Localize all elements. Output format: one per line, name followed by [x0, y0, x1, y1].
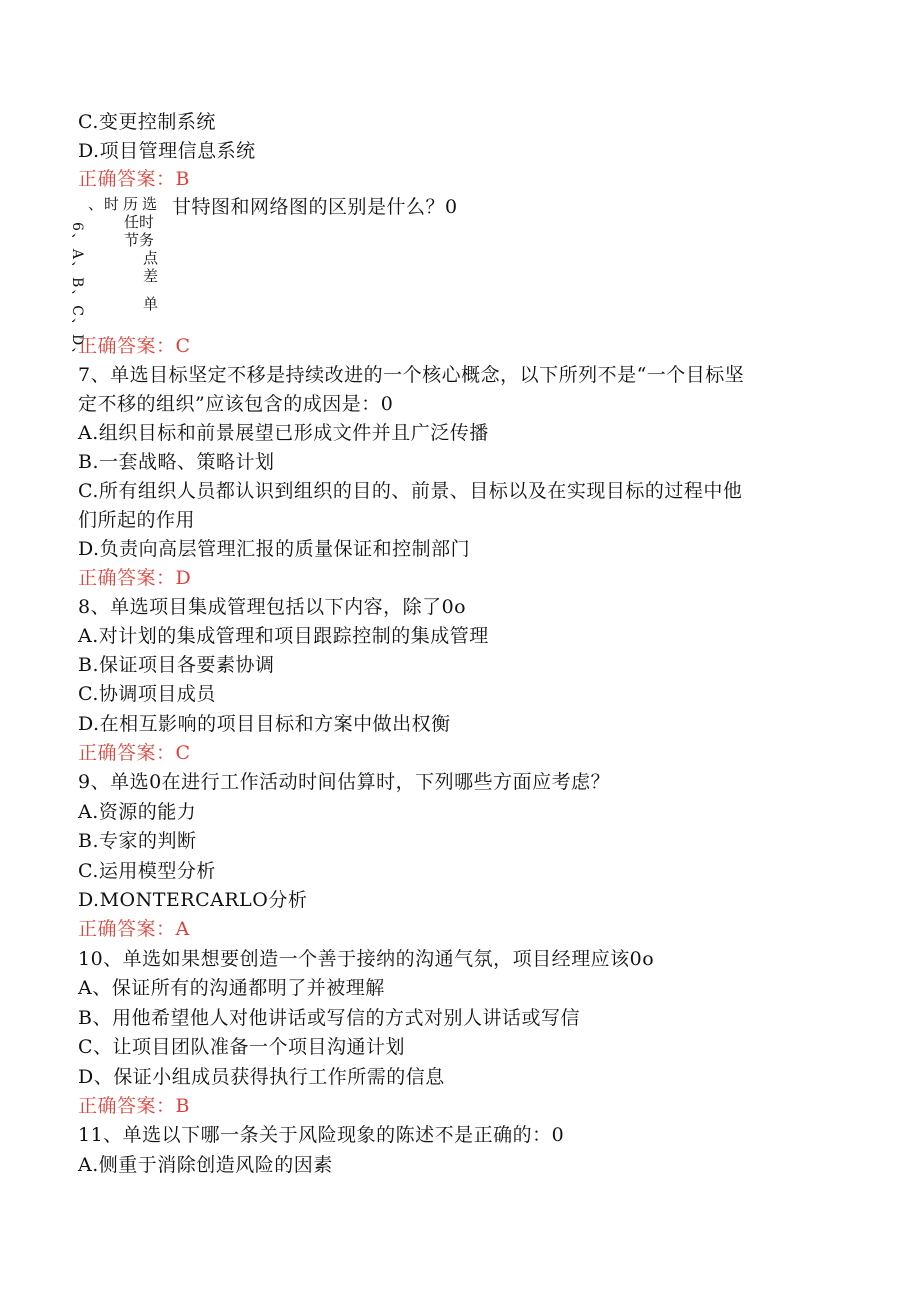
question-7-option-b: B.一套战略、策略计划: [78, 451, 275, 473]
question-10-option-b: B、用他希望他人对他讲话或写信的方式对别人讲话或写信: [78, 1007, 580, 1029]
question-10: 10、单选如果想要创造一个善于接纳的沟通气氛，项目经理应该0o: [78, 948, 655, 970]
q6-fragment: 任时: [124, 213, 155, 231]
q6-fragment: 点: [143, 249, 159, 267]
q6-fragment: 节务: [124, 231, 155, 249]
question-10-option-c: C、让项目团队准备一个项目沟通计划: [78, 1036, 406, 1058]
answer-q7: 正确答案：D: [78, 567, 192, 589]
question-7-line1: 7、单选目标坚定不移是持续改进的一个核心概念，以下所列不是“一个目标坚: [78, 364, 745, 386]
q6-rotated-options: 6、A、B、C、D、: [69, 222, 85, 364]
q6-fragment: 时: [104, 195, 120, 213]
option-d-pmis: D.项目管理信息系统: [78, 140, 256, 162]
q6-fragment: 选: [142, 195, 158, 213]
answer-q8: 正确答案：C: [78, 742, 191, 764]
question-8-option-c: C.协调项目成员: [78, 683, 216, 705]
question-7-line2: 定不移的组织”应该包含的成因是：0: [78, 393, 394, 415]
question-10-option-a: A、保证所有的沟通都明了并被理解: [78, 977, 385, 999]
question-7-option-c-line1: C.所有组织人员都认识到组织的目的、前景、目标以及在实现目标的过程中他: [78, 480, 743, 502]
question-8: 8、单选项目集成管理包括以下内容，除了0o: [78, 596, 467, 618]
q6-fragment: 差: [143, 267, 159, 285]
question-10-option-d: D、保证小组成员获得执行工作所需的信息: [78, 1066, 445, 1088]
option-c-change-control: C.变更控制系统: [78, 111, 216, 133]
question-7-option-a: A.组织目标和前景展望已形成文件并且广泛传播: [78, 422, 489, 444]
answer-q5: 正确答案：B: [78, 168, 190, 190]
q6-fragment: 历: [123, 195, 139, 213]
question-8-option-a: A.对计划的集成管理和项目跟踪控制的集成管理: [78, 625, 489, 647]
answer-q6: 正确答案：C: [78, 335, 191, 357]
q6-fragment: 单: [143, 295, 159, 313]
question-11: 11、单选以下哪一条关于风险现象的陈述不是正确的：0: [78, 1124, 565, 1146]
question-9: 9、单选0在进行工作活动时间估算时，下列哪些方面应考虑？: [78, 771, 611, 793]
answer-q9: 正确答案：A: [78, 918, 190, 940]
question-11-option-a: A.侧重于消除创造风险的因素: [78, 1154, 333, 1176]
answer-q10: 正确答案：B: [78, 1095, 190, 1117]
question-8-option-d: D.在相互影响的项目目标和方案中做出权衡: [78, 713, 451, 735]
question-7-option-c-line2: 们所起的作用: [78, 509, 196, 531]
question-9-option-b: B.专家的判断: [78, 830, 197, 852]
question-7-option-d: D.负责向高层管理汇报的质量保证和控制部门: [78, 538, 471, 560]
question-9-option-a: A.资源的能力: [78, 801, 197, 823]
question-9-option-c: C.运用模型分析: [78, 860, 216, 882]
question-6-title: 甘特图和网络图的区别是什么？0: [172, 196, 458, 218]
q6-fragment: 、: [88, 195, 104, 213]
question-8-option-b: B.保证项目各要素协调: [78, 654, 275, 676]
question-9-option-d: D.MONTERCARLO分析: [78, 889, 308, 911]
